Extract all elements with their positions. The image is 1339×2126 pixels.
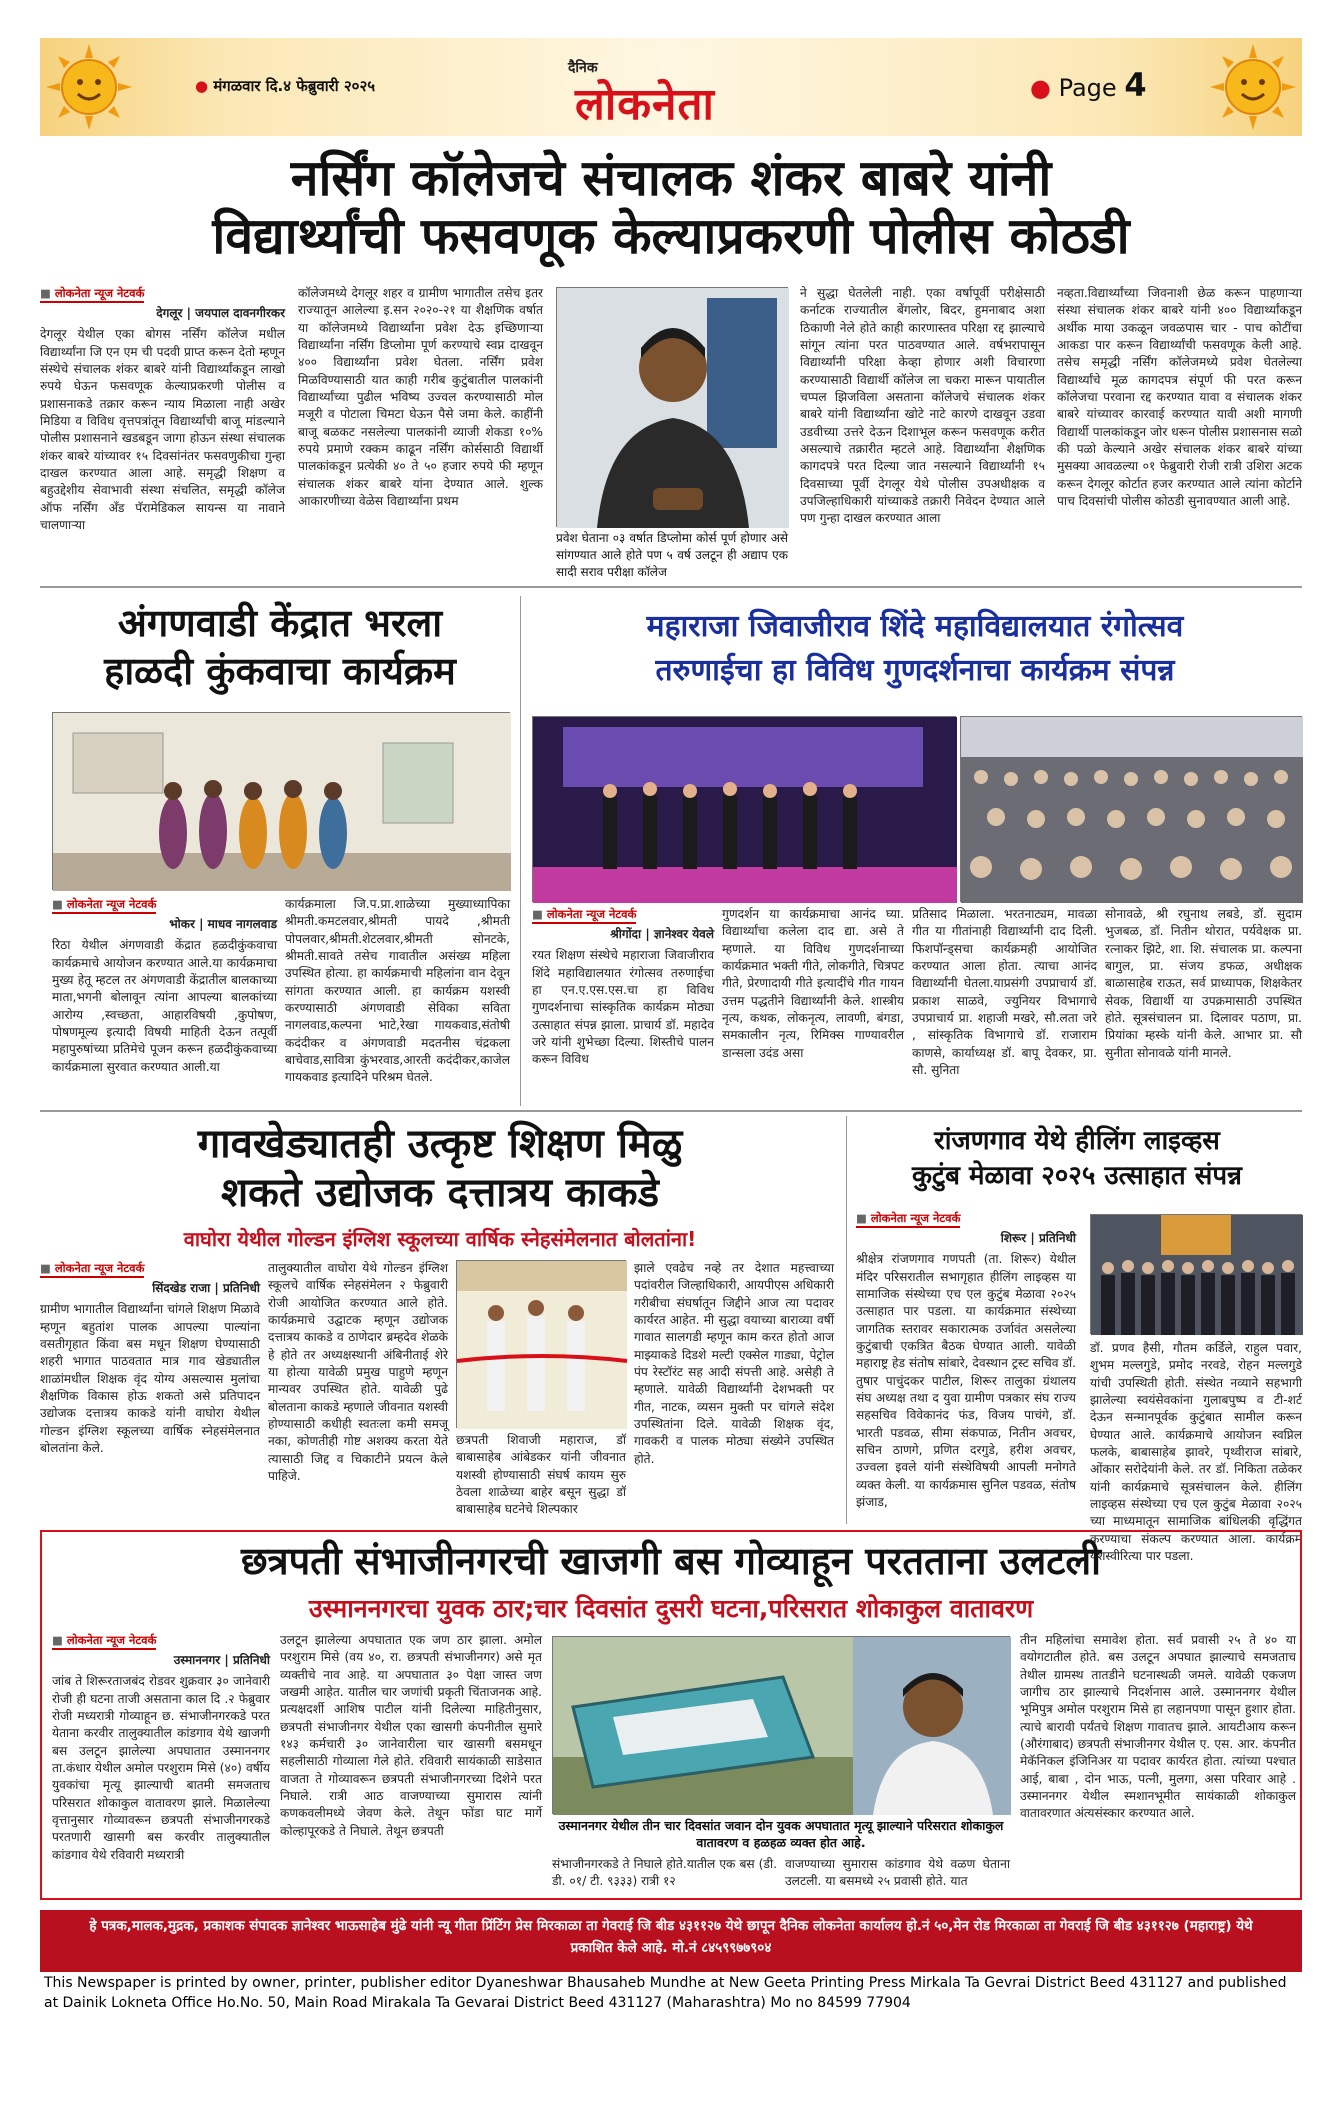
news-network-tag: ■ लोकनेता न्यूज नेटवर्क <box>40 285 144 303</box>
story6-subheadline: उस्माननगरचा युवक ठार;चार दिवसांत दुसरी घटना,परिसरात शोकाकुल वातावरण <box>308 1594 1034 1623</box>
story2-column-1: ■ लोकनेता न्यूज नेटवर्क भोकर | माधव नागलवाड रिठा येथील अंगणवाडी केंद्रात हळदीकुंकवाचा कार्यक्रमाचे आयोजन करण्यात आले.या कार्यक्रमाचा मुख्य हेतू म्हटल तर अंगणवाडी केंद्रातील बालकाच्या माता,भगनी बोलावून त्यांना आपल्या बालकांच्या आरोग्य ,स्वच्छता, आहारविषयी ,कुपोषण, पोषणमूल्य इत्यादी विषयी माहिती देऊन तत्पूर्वी महापुरुषांच्या प्रतिमेचे पूजन करून हळदीकुंकवाच्या कार्यक्रमाला सुरवात करण्यात आली.या <box>52 896 277 1101</box>
story4-headline: गावखेड्यातही उत्कृष्ट शिक्षण मिळु शकते उद्योजक दत्तात्रय काकडे <box>197 1121 683 1216</box>
news-network-tag: ■ लोकनेता न्यूज नेटवर्क <box>52 1632 156 1650</box>
story5-column-1: ■ लोकनेता न्यूज नेटवर्क शिरूर | प्रतिनिधी श्रीक्षेत्र रांजणगाव गणपती (ता. शिरूर) येथील मंदिर परिसरातील सभागृहात हीलिंग लाइव्हस या सामाजिक संस्थेच्या एच एल कुटुंब मेळावा २०२५ उत्साहात पार पडला. या कार्यक्रमात संस्थेच्या जागतिक स्तरावर सकारात्मक उर्जावंत असलेल्या कुटुंबाची एकत्रित बैठक घेण्यात आली. यावेळी महाराष्ट्र हेड संतोष सांबारे, देवस्थान ट्रस्ट सचिव डॉ. तुषार पाचुंदकर पाटील, शिरूर तालुका ग्रंथालय संघ अध्यक्ष तथा द युवा ग्रामीण पत्रकार संघ राज्य सहसचिव विवेकानंद फंड, विजय पाचंगे, डॉ. भारती पडवळ, सीमा संकपाळ, नितीन अवचर, सचिन ठाणगे, प्रणित दरगुडे, हरीश अवचर, उज्वला इवले यांनी संस्थेविषयी आपली मनोगते व्यक्त केली. या कार्यक्रमास सुनिल पडवळ, संतोष झंजाड, <box>856 1210 1076 1522</box>
imprint-english: This Newspaper is printed by owner, printer, publisher editor Dyaneshwar Bhausaheb Mundhe at New Geeta Printing Press Mirkala Ta Gevrai District Beed 431127 and published at Dainik Lokneta Office Ho.No. 50, Main Road Mirakala Ta Gevarai District Beed 431127 (Maharashtra) Mo no 84599 77904 <box>44 1975 1287 2012</box>
story1-column-2: कॉलेजमध्ये देगलूर शहर व ग्रामीण भागातील तसेच इतर राज्यातून आलेल्या इ.सन २०२०-२१ या शैक्षणिक वर्षात या कॉलेजमध्ये विद्यार्थ्यांना प्रवेश देऊ इच्छिणाऱ्या विद्यार्थ्यांना नर्सिंग डिप्लोमा पूर्ण करण्याचे स्वप्न दाखवून ४०० विद्यार्थ्यांना प्रवेश घेतला. नर्सिंग प्रवेश मिळविण्यासाठी यात काही गरीब कुटुंबातील पालकांनी विद्यार्थ्यांच्या पुढील भविष्य उज्वल करण्यासाठी मोल मजूरी व पोटाला चिमटा घेऊन पैसे जमा केले. काहींनी बाजू बळकट नसलेल्या पालकांनी व्याजी शेकडा १०% रुपये प्रमाणे रक्कम काढून नर्सिंग कोर्ससाठी विद्यार्थी पालकांकडून प्रत्येकी ४० ते ५० हजार रुपये फी म्हणून संचालक शंकर बाबरे यांना देण्यात आले. शुल्क आकारणीच्या वेळेस विद्यार्थ्यांना प्रथम <box>298 286 543 508</box>
story6-column-4: तीन महिलांचा समावेश होता. सर्व प्रवासी २५ ते ४० या वयोगटातील होते. बस उलटून अपघात झाल्याचे समजताच तेथील ग्रामस्थ तातडीने घटनास्थळी जमले. यावेळी एकजण जागीच ठार झाल्याचे निदर्शनास आले. उस्माननगर येथील भूमिपुत्र अमोल परशुराम मिसे हा लहानपणा पासून हुशार होता. त्याचे बारावी पर्यंतचे शिक्षण गावातच झाले. आयटीआय करून (औरंगाबाद) छत्रपती संभाजीनगर येथील ए. एस. आर. कंपनीत मेकॅनिकल इंजिनिअर या पदावर कार्यरत होता. त्यांच्या पश्चात आई, बाबा , दोन भाऊ, पत्नी, मुलगा, असा परिवार आहे . उस्माननगर येथील स्मशानभूमीत सायंकाळी शोकाकुल वातावरणात अंत्यसंस्कार करण्यात आले. <box>1020 1633 1296 1821</box>
story1-photo <box>556 287 788 527</box>
story1-byline: देगलूर | जयपाल दावनगीरकर <box>156 306 285 321</box>
masthead <box>40 38 1302 136</box>
masthead-prefix: दैनिक <box>568 60 598 76</box>
story4-photo <box>456 1260 626 1428</box>
section-divider <box>40 586 1302 588</box>
accident-photo-icon <box>553 1637 1011 1815</box>
story1-column-4: नव्हता.विद्यार्थ्यांच्या जिवनाशी छेळ करून पाहणाऱ्या संस्था संचालक शंकर बाबरे यांनी ४०० विद्यार्थ्यांकडून अर्थीक माया उकळून जवळपास चार - पाच कोटींचा आकडा पार करून विद्यार्थ्यांची फसवणूक केली आहे. तसेच समृद्धी नर्सिंग कॉलेजमध्ये प्रवेश घेतलेल्या विद्यार्थ्यांचे मूळ कागदपत्र संपूर्ण फी परत करून कॉलेजचा परवाना रद्द करण्यात यावा व संचालक शंकर बाबरे यांच्यावर कारवाई करण्यात यावी अशी मागणी विद्यार्थी पालकांकडून जोर धरून पोलीस प्रशासनास सळो की पळो केल्याने अखेर संचालक शंकर बाबरे यांच्या मुसक्या आवळल्या ०१ फेब्रुवारी रोजी रात्री उशिरा अटक करून देगलूर कोर्टात हजर करण्यात आले त्यांना कोर्टाने पाच दिवसांची पोलीस कोठडी सुनावण्यात आली आहे. <box>1057 286 1302 508</box>
section-divider <box>40 1110 1302 1112</box>
person-photo-icon <box>557 288 789 528</box>
story6-photo-caption: उस्माननगर येथील तीन चार दिवसांत जवान दोन युवक अपघातात मृत्यू झाल्याने परिसरात शोकाकुल वातावरण व हळहळ व्यक्त होत आहे. <box>558 1818 1004 1850</box>
story1-column-3: ने सुद्धा घेतलेली नाही. एका वर्षापूर्वी परीक्षेसाठी कर्नाटक राज्यातील बेंगलोर, बिदर, हुमनाबाद अशा ठिकाणी नेले होते काही कारणास्तव परिक्षा रद्द झाल्याचे सांगून त्यांना परत पाठवण्यात आले. वर्षभरापासून विद्यार्थ्यांनी परिक्षा केव्हा होणार अशी विचारणा करण्यासाठी विद्यार्थी कॉलेज ला चकरा मारून पायातील चप्पल झिजविला असताना कॉलेजचे संचालक शंकर बाबरे यांनी विद्यार्थ्यांना खोटे नाटे कारणे दाखवून उडवा उडवीच्या उत्तरे देऊन दिशाभूल करून फसवणूक करीत असल्याचे तक्रारीत म्हटले आहे. विद्यार्थ्यांना शैक्षणिक कागदपत्रे परत दिल्या जात नसल्याने विद्यार्थ्यांनी १५ दिवसाच्या पूर्वी देगलूर येथे पोलीस उपअधीक्षक व उपजिल्हाधिकारी यांच्याकडे तक्रारी निवेदन देण्यात आले पण गुन्हा दाखल करण्यात आला <box>800 286 1045 526</box>
page-indicator: ● Page 4 <box>1030 66 1147 104</box>
story5-photo <box>1090 1214 1302 1334</box>
story6-headline: छत्रपती संभाजीनगरची खाजगी बस गोव्याहून परतताना उलटली <box>240 1539 1102 1583</box>
story3-photo-stage <box>532 716 956 902</box>
story4-subheadline: वाघोरा येथील गोल्डन इंग्लिश स्कूलच्या वार्षिक स्नेहसंमेलनात बोलतांना! <box>183 1227 697 1251</box>
story3-byline: श्रीगोंदा | ज्ञानेश्वर येवले <box>610 927 714 942</box>
story2-photo <box>52 712 510 890</box>
story3-headline: महाराजा जिवाजीराव शिंदे महाविद्यालयात रंगोत्सव तरुणाईचा हा विविध गुणदर्शनाचा कार्यक्रम संपन्न <box>646 609 1184 688</box>
story3-photo-audience <box>960 716 1302 902</box>
masthead-title: लोकनेता <box>575 79 715 130</box>
story5-byline: शिरूर | प्रतिनिधी <box>1000 1231 1076 1246</box>
story5-column-2: डॉ. प्रणव हैसी, गौतम कर्डिले, राहुल पवार, शुभम मल्लगुडे, प्रमोद नरवडे, रोहन मल्लगुडे यांची उपस्थिती होती. संस्थेत नव्याने सहभागी झालेल्या स्वयंसेवकांना गुलाबपुष्प व टी-शर्ट देऊन सन्मानपूर्वक कुटुंबात सामील करून घेण्यात आले. कार्यक्रमाचे आयोजन स्वप्निल फलके, बाबासाहेब झावरे, पृथ्वीराज सांबारे, ओंकार सरोदेयांनी केले. तर डॉ. निकिता तळेकर यांनी कार्यक्रमाचे सूत्रसंचालन केले. हीलिंग लाइव्हस संस्थेच्या एच एल कुटुंब मेळावा २०२५ च्या माध्यमातून सामाजिक बांधिलकी वृद्धिंगत करण्याचा संकल्प करण्यात आला. कार्यक्रम यशस्वीरित्या पार पडला. <box>1090 1341 1302 1563</box>
news-network-tag: ■ लोकनेता न्यूज नेटवर्क <box>532 906 636 924</box>
story2-byline: भोकर | माधव नागलवाड <box>169 917 277 932</box>
story6-column-2: उलटून झालेल्या अपघातात एक जण ठार झाला. अमोल परशुराम मिसे (वय ४०, रा. छत्रपती संभाजीनगर) असे मृत व्यक्तीचे नाव आहे. या अपघातात ३० पेक्षा जास्त जण जखमी आहेत. यातील चार जणांची प्रकृती चिंताजनक आहे. प्रत्यक्षदर्शी आशिष पाटील यांनी दिलेल्या माहितीनुसार, छत्रपती संभाजीनगर येथील एका खासगी कंपनीतील सुमारे १४३ कर्मचारी ३० जानेवारीला चार खासगी बसमधून सहलीसाठी गोव्याला गेले होते. रविवारी सायंकाळी साडेसात वाजता ते गोव्यावरून छत्रपती संभाजीनगरच्या दिशेने परत निघाले. रात्री आठ वाजण्याच्या सुमारास त्यांनी कणकवलीमध्ये जेवण केले. तेथून फोंडा घाट मार्गे कोल्हापूरकडे ते निघाले. तेथून छत्रपती <box>280 1633 542 1838</box>
story5-headline: रांजणगाव येथे हीलिंग लाइव्हस कुटुंब मेळावा २०२५ उत्साहात संपन्न <box>912 1126 1242 1192</box>
audience-photo-icon <box>961 717 1303 903</box>
story4-byline: सिंदखेड राजा | प्रतिनिधी <box>152 1281 260 1296</box>
story3-column-2: गुणदर्शन या कार्यक्रमाचा आनंद घ्या. विद्यार्थ्यांचा कलेला दाद द्या. असे ते म्हणाले. या विविध गुणदर्शनाच्या कार्यक्रमात भक्ती गीते, लोकगीते, चित्रपट गीते, प्रेरणादायी गीते इत्यादींचे गीत गायन उत्तम पद्धतीने विद्यार्थ्यांनी केले. शास्त्रीय नृत्य, कथक, लोकनृत्य, लावणी, बंगडा, समकालीन नृत्य, रिमिक्स गाण्यावरील डान्सला उदंड असा <box>722 907 904 1060</box>
news-network-tag: ■ लोकनेता न्यूज नेटवर्क <box>40 1260 144 1278</box>
story1-column-1: ■ लोकनेता न्यूज नेटवर्क देगलूर | जयपाल दावनगीरकर देगलूर येथील एका बोगस नर्सिंग कॉलेज मधील विद्यार्थ्यांना जि एन एम ची पदवी प्राप्त करून देतो म्हणून संस्थेचे संचालक शंकर बाबरे यांनी विद्यार्थ्यांकडून लाखो रुपये घेऊन फसवणूक केल्याप्रकरणी पोलीस व प्रशासनाकडे तक्रार करून न्याय मिळाला नाही अखेर मिडिया व विविध वृत्तपत्रांतून विद्यार्थ्यांची बाजू मांडल्याने पोलीस प्रशासनाने खडबडून जागा होऊन संस्था संचालक शंकर बाबरे यांच्यावर १५ दिवसांनंतर फसवणुकीचा गुन्हा दाखल करण्यात आला आहे. समृद्धी शिक्षण व बहुउद्देशीय सेवाभावी संस्था संचलित, समृद्धी कॉलेज ऑफ नर्सिंग अँड पॅरामेडिकल सायन्स या नावाने चालणाऱ्या <box>40 285 285 580</box>
story3-column-1: ■ लोकनेता न्यूज नेटवर्क श्रीगोंदा | ज्ञानेश्वर येवले रयत शिक्षण संस्थेचे महाराजा जिवाजीराव शिंदे महाविद्यालयात रंगोत्सव तरुणाईचा हा एन.ए.एस.एस.चा हा विविध गुणदर्शनाचा सांस्कृतिक कार्यक्रम मोठ्या उत्साहात संपन्न झाला. प्राचार्य डॉ. महादेव जरे यांनी शुभेच्छा दिल्या. शिस्तीचे पालन करून विविध <box>532 906 714 1106</box>
ribbon-cutting-photo-icon <box>457 1261 627 1429</box>
story2-headline: अंगणवाडी केंद्रात भरला हाळदी कुंकवाचा कार्यक्रम <box>104 601 456 693</box>
story1-photo-caption: प्रवेश घेताना ०३ वर्षात डिप्लोमा कोर्स पूर्ण होणार असे सांगण्यात आले होते पण ५ वर्ष उलटून ही अद्याप एक सादी सराव परीक्षा कॉलेज <box>556 531 788 579</box>
story2-column-2: कार्यक्रमाला जि.प.प्रा.शाळेच्या मुख्याध्यापिका श्रीमती.कमटलवार,श्रीमती पायदे ,श्रीमती पोपलवार,श्रीमती.शेटलवार,श्रीमती सोनटके, श्रीमती.सावते तसेच गावातील असंख्य महिला उपस्थित होत्या. हा कार्यक्रमाची महिलांना वान देवून सांगता करण्यात आली. हा कार्यक्रम यशस्वी करण्यासाठी अंगणवाडी सेविका सविता नागलवाड,कल्पना भाटे,रेखा गायकवाड,संतोषी कदंदीकर व अंगणवाडी मदतनीस चंद्रकला बाचेवाड,सावित्रा कुंभरवाड,आरती कदंदीकर,काजेल गायकवाड इत्यादिने परिश्रम घेतले. <box>285 897 510 1085</box>
story1-headline: नर्सिंग कॉलेजचे संचालक शंकर बाबरे यांनी विद्यार्थ्यांची फसवणूक केल्याप्रकरणी पोलीस कोठडी <box>212 149 1130 265</box>
story6-byline: उस्माननगर | प्रतिनिधी <box>173 1653 270 1668</box>
issue-date: ● मंगळवार दि.४ फेब्रुवारी २०२५ <box>195 77 376 95</box>
news-network-tag: ■ लोकनेता न्यूज नेटवर्क <box>52 896 156 914</box>
story4-column-2: तालुक्यातील वाघोरा येथे गोल्डन इंग्लिश स्कूलचे वार्षिक स्नेहसंमेलन २ फेब्रुवारी रोजी आयोजित करण्यात आले होते. कार्यक्रमाचे उद्घाटक म्हणून उद्योजक दत्तात्रय काकडे व ठाणेदार ब्रम्हदेव शेळके हे होते तर अध्यक्षस्थानी अंबिनीताई शेरे या होत्या यावेळी प्रमुख पाहुणे म्हणून मान्यवर उपस्थित होते. यावेळी पुढे बोलताना काकडे म्हणाले जीवनात यशस्वी होण्यासाठी कधीही स्वतःला कमी समजू नका, कोणतीही गोष्ट अशक्य करता येते त्यासाठी जिद्द व चिकाटीने प्रयत्न केले पाहिजे. <box>268 1261 448 1483</box>
story4-photo-caption: छत्रपती शिवाजी महाराज, डॉ बाबासाहेब आंबेडकर यांनी जीवनात यशस्वी होण्यासाठी संघर्ष कायम सुरु ठेवला शाळेच्या बाहेर बसून सुद्धा डॉ बाबासाहेब घटनेचे शिल्पकार <box>456 1433 626 1517</box>
imprint-marathi: हे पत्रक,मालक,मुद्रक, प्रकाशक संपादक ज्ञानेश्वर भाऊसाहेब मुंढे यांनी न्यू गीता प्रिंटिंग प्रेस मिरकाळा ता गेवराई जि बीड ४३११२७ येथे छापून दैनिक लोकनेता कार्यालय हो.नं ५०,मेन रोड मिरकाळा ता गेवराई जि बीड ४३११२७ (महाराष्ट्र) येथे प्रकाशित केले आहे. मो.नं ८४५९९७७९०४ <box>40 1910 1302 1972</box>
story6-column-3b: वाजण्याच्या सुमारास कांडगाव येथे वळण घेताना उलटली. या बसमध्ये २५ प्रवासी होते. यात <box>785 1857 1010 1889</box>
stage-photo-icon <box>533 717 957 903</box>
story6-column-1: ■ लोकनेता न्यूज नेटवर्क उस्माननगर | प्रतिनिधी जांब ते शिरूरताजबंद रोडवर शुक्रवार ३० जानेवारी रोजी ही घटना ताजी असताना काल दि .२ फेब्रुवार रोजी मध्यरात्री गोव्याहून छ. संभाजीनगरकडे परत येताना करवीर तालुक्यातील कांडगाव येथे खाजगी बस उलटून झालेल्या अपघातात उस्माननगर ता.कंधार येथील अमोल परशुराम मिसे (४०) वर्षीय युवकांचा मृत्यू झाल्याची बातमी समजताच परिसरात शोकाकुल वातावरण झाले. मिळालेल्या वृत्तानुसार गोव्यावरून छत्रपती संभाजीनगरकडे परतणारी खासगी बस करवीर तालुक्यातील कांडगाव येथे रविवारी मध्यरात्री <box>52 1632 270 1896</box>
story4-column-1: ■ लोकनेता न्यूज नेटवर्क सिंदखेड राजा | प्रतिनिधी ग्रामीण भागातील विद्यार्थ्यांना चांगले शिक्षण मिळावे म्हणून बहुतांश पालक आपल्या पाल्यांना वसतीगृहात किंवा बस मधून शिक्षण घेण्यासाठी शहरी भागात पाठवतात मात्र गाव खेड्यातील शाळांमधील शिक्षक वृंद योग्य असल्यास मुलांचा शैक्षणिक विकास होऊ शकतो असे प्रतिपादन उद्योजक दत्तात्रय काकडे यांनी वाघोरा येथील गोल्डन इंग्लिश स्कूलच्या वार्षिक स्नेहसंमेलनात बोलतांना केले. <box>40 1260 260 1520</box>
story4-column-3: झाले एवढेच नव्हे तर देशात महत्त्वाच्या पदांवरील जिल्हाधिकारी, आयपीएस अधिकारी गरीबीचा संघर्षातून जिद्दीने आज त्या पदावर कार्यरत आहेत. मी सुद्धा वयाच्या बाराव्या वर्षी गावात सालगडी म्हणून काम करत होतो आज माझ्याकडे दिडशे मल्टी एक्सेल गाड्या, पेट्रोल पंप रेस्टॉरंट सह आदी संपत्ती आहे. असेही ते म्हणाले. यावेळी विद्यार्थ्यांनी देशभक्ती पर गीत, नाटक, व्यसन मुक्ती पर चांगले संदेश उपस्थितांना दिले. यावेळी शिक्षक वृंद, गावकरी व पालक मोठ्या संख्येने उपस्थित होते. <box>634 1261 834 1466</box>
sun-icon <box>46 44 132 130</box>
story3-column-3: प्रतिसाद मिळाला. भरतनाट्यम, मावळा गीत या गीतांनाही विद्यार्थ्यांनी दाद दिली. फिशपॉन्ड्सचा कार्यक्रमही आयोजित करण्यात आला होता. त्याचा आनंद विद्यार्थ्यांनी घेतला.याप्रसंगी उपप्राचार्य डॉ. प्रकाश साळवे, ज्युनियर विभागाचे उपप्राचार्य प्रा. शहाजी मखरे, सौ.लता जरे , सांस्कृतिक विभागाचे डॉ. राजाराम काणसे, कार्याध्यक्ष डॉ. बापू देवकर, प्रा. सौ. सुनिता <box>912 907 1097 1077</box>
story6-photo <box>552 1636 1010 1814</box>
news-network-tag: ■ लोकनेता न्यूज नेटवर्क <box>856 1210 960 1228</box>
story3-column-4: सोनावळे, श्री रघुनाथ लबडे, डॉ. सुदाम भुजबळ, डॉ. नितीन थोरात, पर्यवेक्षक प्रा. रत्नाकर झिटे, शा. शि. संचालक प्रा. कल्पना बागुल, प्रा. संजय डफळ, अधीक्षक बाळासाहेब राऊत, सर्व प्राध्यापक, शिक्षकेतर सेवक, विद्यार्थी या उपक्रमासाठी उपस्थित होते. सूत्रसंचालन प्रा. दिलावर पठाण, प्रा. प्रियांका म्हस्के यांनी केले. आभार प्रा. सौ सुनीता सोनावळे यांनी मानले. <box>1105 907 1302 1060</box>
group-photo-icon <box>53 713 511 891</box>
column-divider <box>520 596 521 1106</box>
group-photo-icon <box>1091 1215 1303 1335</box>
sun-icon <box>1210 44 1296 130</box>
column-divider <box>846 1116 847 1524</box>
story6-column-3a: संभाजीनगरकडे ते निघाले होते.यातील एक बस (डी. डी. ०१/ टी. ९३३३) रात्री १२ <box>552 1857 777 1889</box>
